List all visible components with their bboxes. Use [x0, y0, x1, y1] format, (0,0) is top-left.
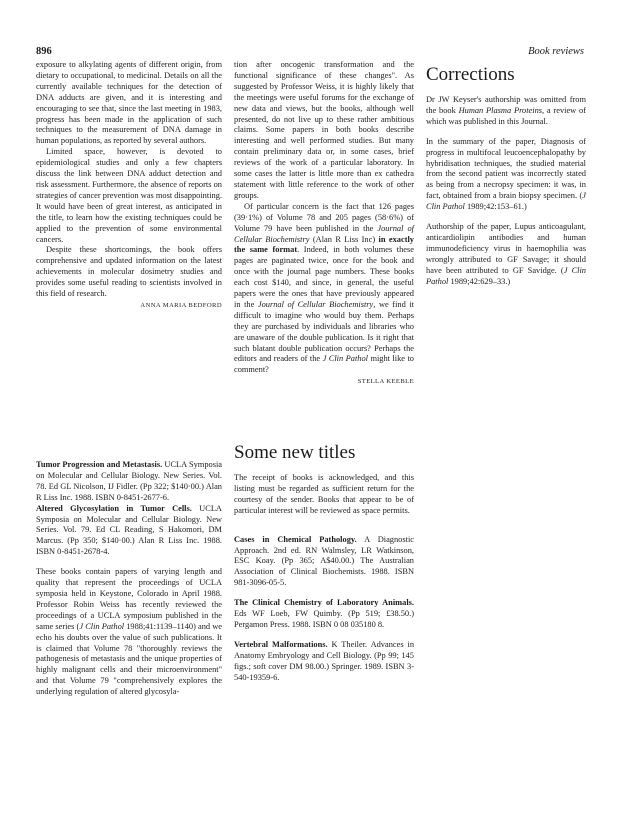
paragraph: tion after oncogenic transformation and the functional significance of these changes". As suggested by Professor Weiss, it is highly likely that the meetings were useful forums for the exchange of new data and views, but the books, although well presented, do not live up to these rather ambitious claims. Some papers in both books describe interesting and well performed studies. But many contain preliminary data or, in some cases, brief reviews of the work of a particular laboratory. In some cases the latter is little more than ex cathedra statement with little reference to the work of other groups.	[234, 60, 414, 200]
new-titles-heading: Some new titles	[234, 442, 356, 463]
double-review-column	[36, 460, 222, 698]
paragraph: exposure to alkylating agents of different origin, from dietary to occupational, to medicinal. Details on all the currently available techniques for the detection of DNA adducts are given, and it is interesting and encouraging to see that, since the last meeting in 1983, progress has been made in the application of such techniques to the measurement of DNA damage in human populations, as reported by several authors.	[36, 60, 222, 146]
citation-ref: 1989;42:629–33.)	[448, 276, 511, 286]
text-run: . Indeed, in both volumes these pages are paginated twice, once for the book and once with the journal page numbers. These books each cost $140, and since, in general, the useful papers were the ones that have previously appeared in the	[234, 245, 415, 309]
corrections-heading: Corrections	[426, 64, 515, 85]
journal-name: Journal of Cellular Biochemistry	[234, 223, 414, 244]
page-number: 896	[36, 46, 52, 57]
journal-name: J Clin Pathol	[322, 354, 368, 364]
correction-item	[426, 222, 586, 287]
new-titles-column	[234, 442, 414, 684]
paragraph	[234, 202, 414, 377]
review-continued-column	[36, 60, 222, 312]
text-run: Dr JW Keyser's authorship was omitted from the book	[426, 95, 586, 115]
entry-title: Vertebral Malformations.	[234, 639, 328, 649]
citation-journal: J Clin Pathol	[426, 191, 586, 212]
correction-item	[426, 137, 586, 213]
entry-title: The Clinical Chemistry of Laboratory Animals.	[234, 598, 414, 608]
text-run: In the summary of the paper, Diagnosis of progress in multifocal leucoencephalopathy by hybridisation techniques, the studied material from the second patient was incorrectly stated as being from a necropsy specimen: it was, in fact, obtained from a brain biopsy specimen. (	[426, 136, 586, 201]
book-entry	[36, 460, 222, 504]
text-run: (Alan R Liss Inc)	[309, 234, 379, 244]
book-title: Tumor Progression and Metastasis.	[36, 460, 163, 469]
book-entry	[36, 504, 222, 559]
entry-details: A Diagnostic Approach. 2nd ed. RN Walmsley, LR Watkinson, ESC Koay. (Pp 365; A$40.00.) The Australian Association of Clinical Biochemists. 1988. ISBN 981-3096-05-5.	[234, 534, 414, 588]
journal-name: Journal of Cellular Biochemistry	[257, 299, 374, 309]
entry-details: K Theiler. Advances in Anatomy Embryology and Cell Biology. (Pp 99; 145 figs.; soft cover DM 98.00.) Springer. 1989. ISBN 3-540-19359-6.	[234, 639, 415, 682]
text-run: might like to comment?	[234, 354, 414, 375]
title-entry	[234, 598, 414, 631]
reviewer-signature: STELLA KEEBLE	[357, 378, 414, 386]
book-title: Human Plasma Proteins	[458, 105, 543, 115]
text-run: Of particular concern is the fact that 126 pages (39·1%) of Volume 78 and 205 pages (58·6%) of Volume 79 have been published in the	[234, 201, 414, 233]
citation-journal: J Clin Pathol	[426, 265, 586, 286]
book-details: UCLA Symposia on Molecular and Cellular Biology. New Series. Vol. 79. Ed CL Reading, S Hakomori, DM Marcus. (Pp 350; $140·00.) Alan R Liss Inc. 1988. ISBN 0-8451-2678-4.	[36, 503, 222, 557]
citation-ref: 1989;42:153–61.)	[464, 202, 527, 212]
entry-details: Eds WF Loeb, FW Quimby. (Pp 519; £38.50.) Pergamon Press. 1988. ISBN 0 08 035180 8.	[234, 609, 414, 629]
citation-journal: J Clin Pathol	[79, 621, 125, 631]
paragraph	[36, 567, 222, 698]
text-run: , a review of which was published in this Journal.	[426, 105, 586, 126]
entry-title: Cases in Chemical Pathology.	[234, 534, 357, 544]
title-entry	[234, 535, 414, 590]
correction-item	[426, 95, 586, 128]
corrections-column	[426, 64, 586, 288]
paragraph: Despite these shortcomings, the book offers comprehensive and updated information on the latest achievements in molecular dosimetry studies and provides some useful reading to scientists involved in this field of research.	[36, 245, 222, 299]
reviewer-signature: ANNA MARIA BEDFORD	[140, 301, 222, 309]
book-details: UCLA Symposia on Molecular and Cellular Biology. New Series. Vol. 78. Ed GL Nicolson, IJ Fidler. (Pp 322; $140·00.) Alan R Liss Inc. 1988. ISBN 0-8451-2677-6.	[36, 460, 223, 502]
text-run: 1988;41:1139–1140) and we echo his doubts over the value of such publications. It is claimed that Volume 78 "thoroughly reviews the pathogenesis of metastasis and the unique properties of highly malignant cells and their microenvironment" and that Volume 79 "comprehensively explores the underlying regulation of altered glycosyla-	[36, 621, 222, 697]
title-entry	[234, 640, 414, 684]
paragraph: Limited space, however, is devoted to epidemiological studies and only a few chapters discuss the link between DNA adduct detection and risk assessment. Furthermore, the absence of reports on strategies of cancer prevention was most disappointing. It would have been of great interest, as anticipated in the title, to learn how the existing techniques could be applied to the prevention of some environmental cancers.	[36, 147, 222, 244]
book-title: Altered Glycosylation in Tumor Cells.	[36, 503, 192, 513]
text-run: , we find it difficult to imagine who would buy them. Perhaps they are purchased by individuals and libraries who are unaware of the double publication. Is it right that such blatant double publication occurs? Perhaps the editors and readers of the	[234, 299, 414, 364]
emphasis: in exactly the same format	[234, 234, 414, 255]
new-titles-intro: The receipt of books is acknowledged, and this listing must be regarded as sufficient return for the courtesy of the sender. Books that appear to be of particular interest will be reviewed as space permits.	[234, 473, 414, 515]
text-run: Authorship of the paper, Lupus anticoagulant, anticardiolipin antibodies and human immunodeficiency virus in haemophilia was wrongly attributed to GF Savage; it should have been attributed to GF Savidge. (	[426, 222, 586, 275]
section-header: Book reviews	[528, 46, 584, 57]
text-run: These books contain papers of varying length and quality that represent the proceedings of UCLA symposia held in Keystone, Colorado in April 1988. Professor Robin Weiss has recently reviewed the proceedings of a UCLA symposium published in the same series (	[36, 567, 222, 631]
double-review-continued-column	[234, 60, 414, 388]
